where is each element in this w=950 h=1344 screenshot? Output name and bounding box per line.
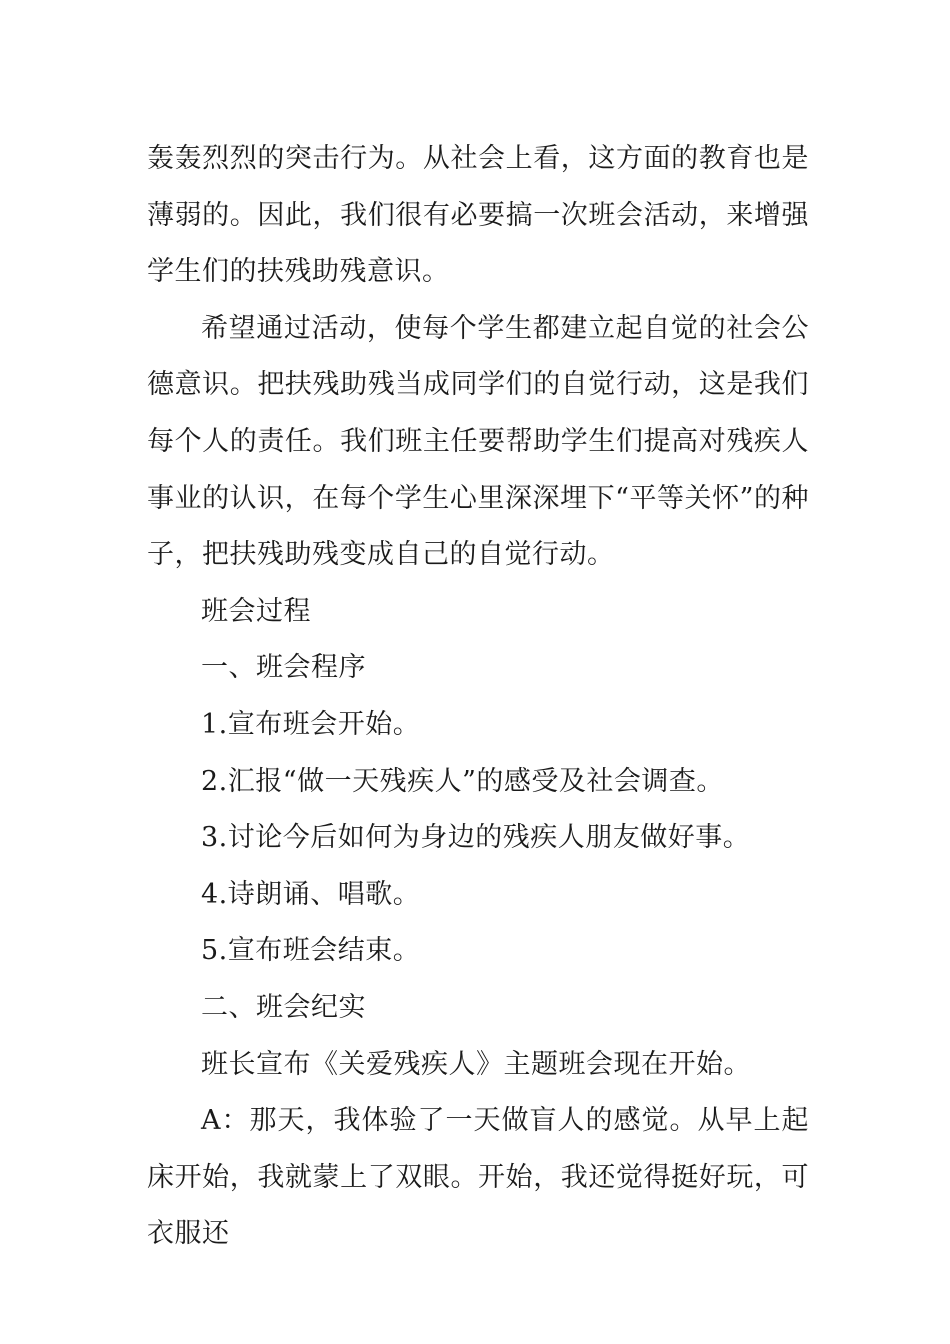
paragraph: A：那天，我体验了一天做盲人的感觉。从早上起床开始，我就蒙上了双眼。开始，我还觉得挺好玩，可衣服还 [147, 1105, 809, 1250]
section-heading: 一、班会程序 [201, 652, 366, 684]
section-heading: 班会过程 [201, 595, 311, 627]
paragraph: 轰轰烈烈的突击行为。从社会上看，这方面的教育也是薄弱的。因此，我们很有必要搞一次班会活动，来增强学生们的扶残助残意识。 [147, 143, 809, 288]
list-item: 2.汇报“做一天残疾人”的感受及社会调查。 [201, 765, 724, 797]
list-item: 5.宣布班会结束。 [201, 935, 421, 967]
paragraph: 希望通过活动，使每个学生都建立起自觉的社会公德意识。把扶残助残当成同学们的自觉行动，这是我们每个人的责任。我们班主任要帮助学生们提高对残疾人事业的认识，在每个学生心里深深埋下“平等关怀”的种子，把扶残助残变成自己的自觉行动。 [147, 312, 809, 571]
list-item: 1.宣布班会开始。 [201, 708, 421, 740]
list-item: 3.讨论今后如何为身边的残疾人朋友做好事。 [201, 822, 751, 854]
list-item: 4.诗朗诵、唱歌。 [201, 878, 421, 910]
paragraph: 班长宣布《关爱残疾人》主题班会现在开始。 [201, 1048, 751, 1080]
document-body [147, 131, 809, 1263]
section-heading: 二、班会纪实 [201, 991, 366, 1023]
